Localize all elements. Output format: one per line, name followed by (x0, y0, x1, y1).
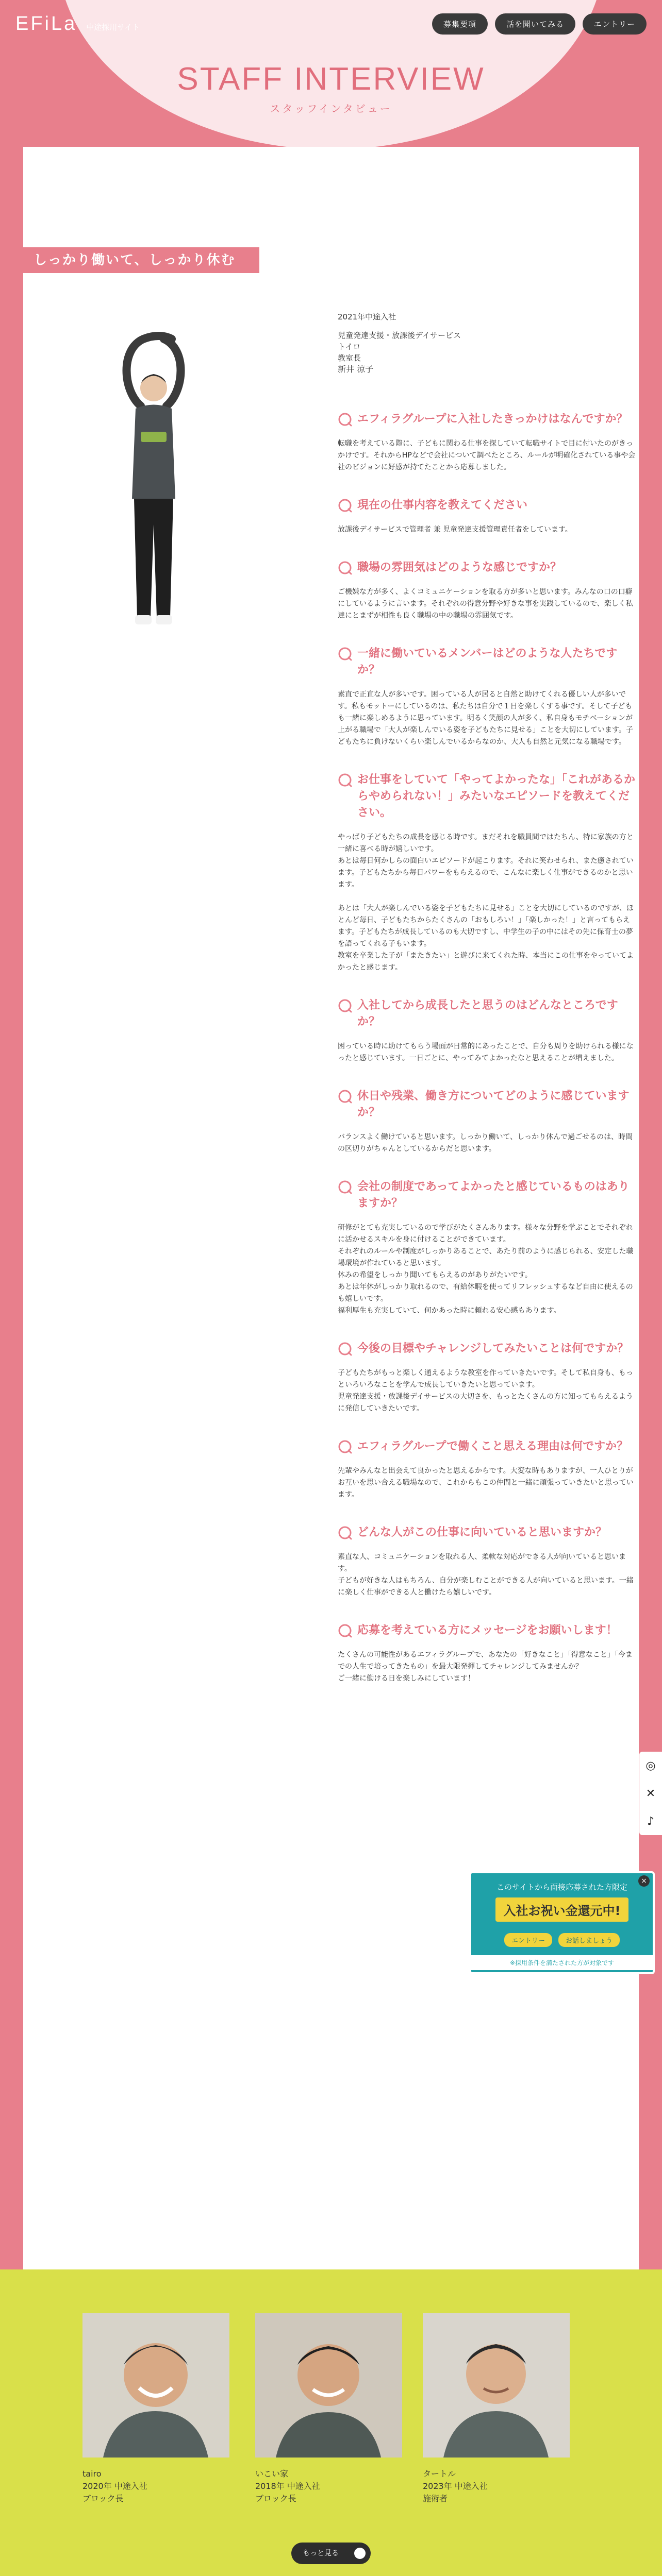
staff-card[interactable] (255, 2313, 402, 2505)
qa-question (338, 646, 637, 679)
qa-answer: 困っている時に助けてもらう場面が日常的にあったことで、自分も周りを助けられる様になったと感じています。一日ごとに、やってみてよかったなと思えることが増えました。 (338, 1042, 634, 1062)
staff-card-name: tairo (82, 2469, 102, 2479)
staff-card-dept: 施術者 (423, 2494, 448, 2503)
qa-question-text: 会社の制度であってよかったと感じているものはありますか？ (357, 1180, 630, 1210)
staff-card-joined: 2018年 中途入社 (255, 2481, 320, 2491)
qa-question-text: 現在の仕事内容を教えてください (357, 499, 528, 512)
header-nav (432, 13, 647, 35)
arrow-icon (354, 2548, 366, 2559)
banner-line2: 入社お祝い金還元中! (495, 1897, 629, 1922)
staff-card[interactable] (82, 2313, 229, 2505)
qa-item (338, 772, 637, 974)
staff-card-photo (255, 2313, 402, 2458)
qa-question (338, 1622, 637, 1639)
banner-tag-talk[interactable]: お話しましょう (558, 1933, 620, 1947)
profile-role: 児童発達支援・放課後デイサービス (338, 331, 461, 340)
tiktok-icon[interactable]: ♪ (647, 1815, 655, 1828)
staff-photo (112, 329, 195, 648)
staff-profile (338, 311, 554, 375)
staff-card-dept: ブロック長 (82, 2494, 124, 2503)
staff-card-name: いこい家 (255, 2469, 289, 2479)
qa-question (338, 411, 637, 428)
celebration-banner[interactable] (469, 1871, 655, 1974)
question-icon (338, 647, 352, 661)
qa-question (338, 1088, 637, 1121)
profile-place: トイロ (338, 342, 361, 351)
qa-question (338, 1179, 637, 1212)
site-header (0, 0, 662, 47)
qa-question-text: 今後の目標やチャレンジしてみたいことは何ですか？ (357, 1342, 629, 1355)
nav-requirements-button[interactable]: 募集要項 (432, 13, 488, 35)
page-title: STAFF INTERVIEW (177, 61, 485, 97)
qa-question (338, 1341, 637, 1357)
question-icon (338, 561, 352, 575)
qa-answer: 研修がとても充実しているので学びがたくさんあります。様々な分野を学ぶことでそれぞれに活かせるスキルを身に付けることができています。 それぞれのルールや制度がしっかりあることで、あたり前のように感じられる、安定した職場環境が作れていると思います。 休みの希望をしっかり聞いてもらえるのがありがたいです。 あとは年休がしっかり取れるので、有給休暇を使ってリフレッシュするなど自由に使えるのも嬉しいです。 福利厚生も充実していて、何かあった時に頼れる安心感もあります。 (338, 1224, 634, 1315)
banner-tag-entry[interactable]: エントリー (504, 1933, 552, 1947)
qa-answer: 放課後デイサービスで管理者 兼 児童発達支援管理責任者をしています。 (338, 526, 572, 534)
profile-job: 教室長 (338, 353, 361, 363)
qa-item (338, 1622, 637, 1685)
question-icon (338, 1439, 352, 1454)
catch-copy: しっかり働いて、しっかり休む (23, 247, 259, 273)
question-icon (338, 1623, 352, 1638)
qa-answer: やっぱり子どもたちの成長を感じる時です。まだそれを職員間ではたちん、特に家族の方と一緒に喜べる時が嬉しいです。 あとは毎日何かしらの面白いエピソードが起こります。それに笑わせられ、また癒されています。子どもたちから毎日パワーをもらえるので、こんなに楽しく仕事ができるのかと思います。 あとは「大人が楽しんでいる姿を子どもたちに見せる」ことを大切にしているのですが、ほとんど毎日、子どもたちからたくさんの「おもしろい！」「楽しかった！」と言ってもらえます。子どもたちが成長しているのも大切ですし、中学生の子の中にはその先に保育士の夢を語ってくれる子もいます。 教室を卒業した子が「またきたい」と遊びに来てくれた時、本当にこの仕事をやっていてよかったと感じます。 (338, 833, 634, 972)
staff-card-joined: 2023年 中途入社 (423, 2481, 488, 2491)
qa-question (338, 560, 637, 576)
qa-question-text: 応募を考えている方にメッセージをお願いします！ (357, 1624, 618, 1637)
qa-item (338, 1524, 637, 1599)
qa-item (338, 646, 637, 748)
qa-question-text: エフィラグループに入社したきっかけはなんですか？ (357, 413, 628, 426)
question-icon (338, 498, 352, 513)
qa-item (338, 560, 637, 622)
instagram-icon[interactable]: ◎ (646, 1759, 656, 1772)
qa-answer: バランスよく働けていると思います。しっかり働いて、しっかり休んで過ごせるのは、時間の区切りがちゃんとしているからだと思います。 (338, 1133, 633, 1153)
staff-card[interactable] (423, 2313, 570, 2505)
question-icon (338, 1180, 352, 1194)
qa-item (338, 411, 637, 473)
qa-answer: 素直で正直な人が多いです。困っている人が居ると自然と助けてくれる優しい人が多いです。私もモットーにしているのは、私たちは自分で１日を楽しくする事です。そして子どもも一緒に楽しめるように思っています。明るく笑顔の人が多く、私自身もモチベーションが上がる職場で「大人が楽しんでいる姿を子どもたちに見せる」ことを大切にしています。子どもたちに負けないくらい楽しんでいるからなのか、大人も自然と元気になる職場です。 (338, 690, 633, 746)
qa-question (338, 1524, 637, 1541)
question-icon (338, 1526, 352, 1540)
more-staff-label: もっと見る (303, 2549, 339, 2557)
profile-joined: 2021年中途入社 (338, 312, 396, 321)
nav-entry-button[interactable]: エントリー (583, 13, 647, 35)
banner-tags (471, 1933, 653, 1947)
staff-card-name: タートル (423, 2469, 456, 2479)
qa-question-text: 休日や残業、働き方についてどのように感じていますか？ (357, 1090, 630, 1119)
qa-item (338, 1438, 637, 1501)
banner-line1: このサイトから面接応募された方限定 (496, 1883, 627, 1892)
page-subtitle: スタッフインタビュー (270, 103, 392, 115)
banner-note: ※採用条件を満たされた方が対象です (471, 1955, 653, 1970)
qa-question (338, 997, 637, 1030)
question-icon (338, 1089, 352, 1104)
x-icon[interactable]: ✕ (646, 1787, 656, 1800)
logo-mark[interactable]: EFiLa (15, 12, 77, 35)
question-icon (338, 773, 352, 787)
qa-item (338, 1179, 637, 1317)
qa-question-text: エフィラグループで働くこと思える理由は何ですか？ (357, 1440, 628, 1453)
question-icon (338, 412, 352, 427)
qa-answer: 先輩やみんなと出会えて良かったと思えるからです。大変な時もありますが、一人ひとりがお互いを思い合える職場なので、これからもこの仲間と一緒に頑張っていきたいと思っています。 (338, 1467, 634, 1499)
interview-qa-list (338, 411, 637, 1708)
qa-answer: 子どもたちがもっと楽しく通えるような教室を作っていきたいです。そして私自身も、もっといろいろなことを学んで成長していきたいと思っています。 児童発達支援・放課後デイサービスの大切さを、もっとたくさんの方に知ってもらえるように発信していきたいです。 (338, 1369, 634, 1413)
qa-question-text: お仕事をしていて「やってよかったな」「これがあるからやめられない！」みたいなエピソードを教えてください。 (357, 773, 636, 819)
qa-item (338, 1088, 637, 1155)
nav-consult-button[interactable]: 話を聞いてみる (495, 13, 575, 35)
staff-card-photo (423, 2313, 570, 2458)
qa-item (338, 997, 637, 1064)
qa-item (338, 497, 637, 536)
logo-subtitle: 中途採用サイト (86, 22, 140, 32)
close-icon[interactable]: × (638, 1875, 650, 1887)
qa-question (338, 1438, 637, 1455)
qa-question-text: 入社してから成長したと思うのはどんなところですか？ (357, 999, 618, 1028)
question-icon (338, 998, 352, 1013)
question-icon (338, 1342, 352, 1356)
social-sidebar (639, 1752, 662, 1835)
qa-answer: ご機嫌な方が多く、よくコミュニケーションを取る方が多いと思います。みんなの口の口癖にしているように言います。それぞれの得意分野や好きな事を実践しているので、楽しく私達にとまずが相性も良く職場の中の職場の雰囲気です。 (338, 588, 633, 620)
profile-name: 新井 涼子 (338, 364, 374, 374)
more-staff-button[interactable] (291, 2543, 371, 2564)
qa-question-text: 職場の雰囲気はどのような感じですか？ (357, 561, 562, 574)
logo[interactable] (15, 13, 140, 35)
qa-answer: 転職を考えている際に、子どもに関わる仕事を探していて転職サイトで目に付いたのがきっかけです。それからHPなどで会社について調べたところ、ルールが明確化されている事や会社のビジョンに好感が持てたことから応募しました。 (338, 439, 636, 471)
qa-question (338, 497, 637, 514)
qa-question (338, 772, 637, 821)
staff-card-joined: 2020年 中途入社 (82, 2481, 147, 2491)
qa-item (338, 1341, 637, 1415)
qa-question-text: 一緒に働いているメンバーはどのような人たちですか？ (357, 647, 618, 676)
qa-answer: 素直な人、コミュニケーションを取れる人、柔軟な対応ができる人が向いていると思います。 子どもが好きな人はもちろん、自分が楽しむことができる人が向いていると思います。一緒に楽しく仕事ができる人と働けたら嬉しいです。 (338, 1553, 634, 1597)
staff-card-photo (82, 2313, 229, 2458)
qa-answer: たくさんの可能性があるエフィラグループで、あなたの「好きなこと」「得意なこと」「今までの人生で培ってきたもの」を最大限発揮してチャレンジしてみませんか？ ご一緒に働ける日を楽しみにしています！ (338, 1651, 633, 1683)
staff-card-dept: ブロック長 (255, 2494, 296, 2503)
qa-question-text: どんな人がこの仕事に向いていると思いますか？ (357, 1526, 607, 1539)
